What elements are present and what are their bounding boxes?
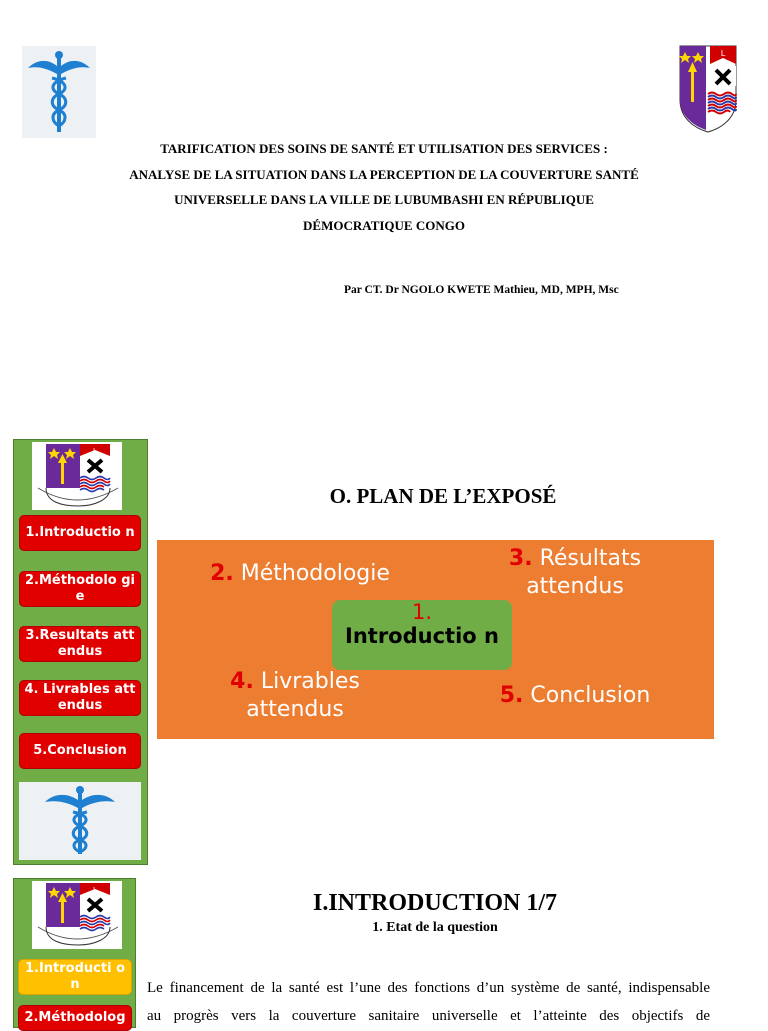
sidebar-item-livrables[interactable]: 4. Livrables attendus: [19, 680, 141, 716]
plan-item-label: Livrables attendus: [246, 669, 360, 722]
svg-text:L: L: [93, 886, 97, 894]
paragraph-line: au progrès vers la couverture sanitaire universelle et l’atteinte des objectifs de: [147, 1008, 710, 1024]
paragraph-line: Le financement de la santé est l’une des fonctions d’un système de santé, indispensable: [147, 980, 710, 996]
university-crest-logo: [676, 44, 740, 136]
sidebar-crest: [32, 881, 122, 949]
title-line: UNIVERSELLE DANS LA VILLE DE LUBUMBASHI EN RÉPUBLIQUE: [174, 192, 594, 207]
sidebar-item-methodologie[interactable]: 2.Méthodolo gie: [19, 571, 141, 607]
plan-item-methodologie[interactable]: [180, 560, 420, 588]
plan-item-resultats[interactable]: [480, 545, 670, 601]
sidebar-item-introduction[interactable]: 1.Introductio n: [19, 515, 141, 551]
sidebar-crest: [32, 442, 122, 510]
sidebar-item-resultats[interactable]: 3.Resultats attendus: [19, 626, 141, 662]
body-paragraph: [147, 974, 710, 1030]
section-subtitle: 1. Etat de la question: [372, 920, 498, 935]
plan-item-number: 1.: [411, 600, 433, 624]
caduceus-icon: [22, 46, 96, 138]
sidebar-navigation: [13, 439, 148, 865]
university-crest-icon: [32, 881, 122, 949]
sidebar-navigation: [13, 878, 136, 1028]
svg-text:L: L: [93, 447, 97, 455]
title-line: ANALYSE DE LA SITUATION DANS LA PERCEPTION DE LA COUVERTURE SANTÉ: [129, 166, 639, 182]
author-line: Par CT. Dr NGOLO KWETE Mathieu, MD, MPH, Msc: [344, 284, 619, 296]
sidebar-item-introduction[interactable]: 1.Introducti on: [18, 959, 132, 995]
university-crest-icon: [676, 44, 740, 136]
plan-item-conclusion[interactable]: [470, 682, 680, 710]
plan-item-number: 3.: [508, 546, 533, 571]
plan-item-label: Conclusion: [530, 683, 651, 708]
section-title: I.INTRODUCTION 1/7: [312, 890, 558, 916]
plan-title: O. PLAN DE L’EXPOSÉ: [329, 484, 557, 508]
plan-item-label: Méthodologie: [240, 561, 390, 586]
plan-item-livrables[interactable]: [205, 668, 385, 724]
plan-item-label: Résultats attendus: [526, 546, 642, 599]
plan-item-number: 5.: [499, 683, 524, 708]
sidebar-item-methodologie[interactable]: 2.Méthodolog: [18, 1005, 132, 1031]
university-crest-icon: [32, 442, 122, 510]
sidebar-caduceus: [19, 782, 141, 860]
title-line: TARIFICATION DES SOINS DE SANTÉ ET UTILISATION DES SERVICES :: [160, 141, 608, 156]
title-line: DÉMOCRATIQUE CONGO: [303, 217, 465, 233]
plan-item-number: 2.: [210, 561, 234, 586]
plan-item-number: 4.: [230, 669, 254, 694]
plan-item-introduction[interactable]: [332, 600, 512, 670]
caduceus-icon: [19, 782, 141, 860]
sidebar-item-conclusion[interactable]: 5.Conclusion: [19, 733, 141, 769]
presentation-title: [80, 136, 688, 238]
caduceus-logo: [22, 46, 96, 138]
svg-text:L: L: [720, 49, 726, 58]
plan-item-label: Introductio n: [345, 624, 499, 648]
